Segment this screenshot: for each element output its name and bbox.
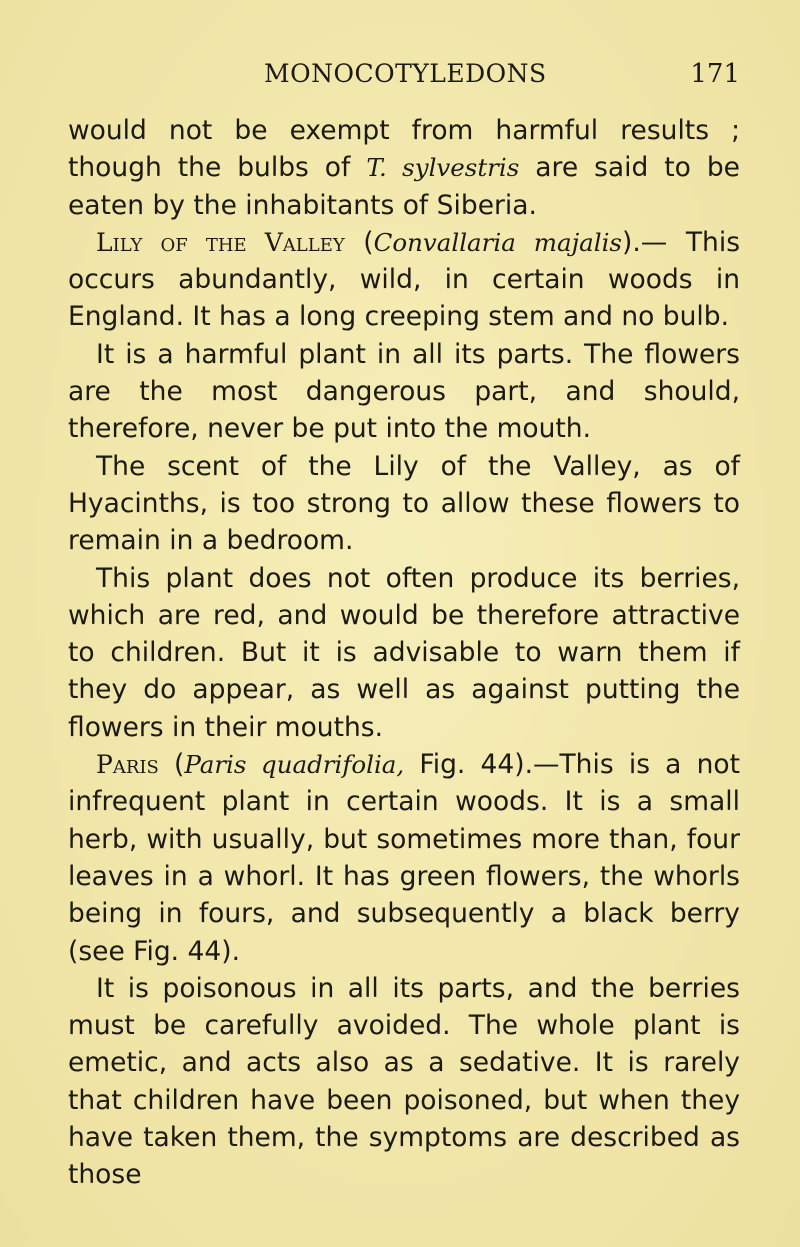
species-name: Paris quadrifolia, (184, 750, 405, 780)
running-title: MONOCOTYLEDONS (264, 59, 547, 88)
paragraph-1-text-end: are said to be eaten by the inhabitants of Siberia. (68, 152, 740, 221)
paragraph-text: This occurs abundantly, wild, in certain woods in England. It has a long creeping stem and no bulb. (68, 226, 740, 333)
paragraph-7: It is poisonous in all its parts, and the berries must be carefully avoided. The whole plant is emetic, and acts also as a sedative. It is rarely that children have been poisoned, but when they have taken them, the symptoms are described as those (68, 972, 740, 1191)
species-name: T. sylvestris (366, 153, 520, 183)
body-text (68, 112, 740, 1194)
paragraph-3: It is a harmful plant in all its parts. The flowers are the most dangerous part, and should, therefore, never be put into the mouth. (68, 338, 740, 445)
page-header (68, 58, 740, 98)
paragraph-paris (68, 746, 740, 970)
paren-close: ).— (622, 226, 668, 258)
paragraph-4: The scent of the Lily of the Valley, as of Hyacinths, is too strong to allow these flowers to remain in a bedroom. (68, 450, 740, 557)
paren-open: ( (344, 226, 374, 258)
paragraph-5: This plant does not often produce its berries, which are red, and would be therefore attractive to children. But it is advisable to warn them if they do appear, as well as against putting the flowers in their mouths. (68, 562, 740, 743)
page-number: 171 (690, 59, 740, 89)
paragraph-1-text: would not be exempt from harmful results ; though the bulbs of (68, 115, 740, 184)
section-heading-lily-of-the-valley: Lily of the Valley (96, 227, 345, 257)
species-name: Convallaria majalis (373, 227, 623, 257)
paragraph-lily-of-the-valley (68, 224, 740, 336)
paragraph-1 (68, 112, 740, 224)
paragraph-text: Fig. 44).—This is a not infrequent plant in certain woods. It is a small herb, with usually, but sometimes more than, four leaves in a whorl. It has green flowers, the whorls being in fours, and subsequently a black berry (see Fig. 44). (68, 749, 741, 967)
section-heading-paris: Paris (96, 750, 159, 780)
paren-open: ( (158, 749, 185, 781)
